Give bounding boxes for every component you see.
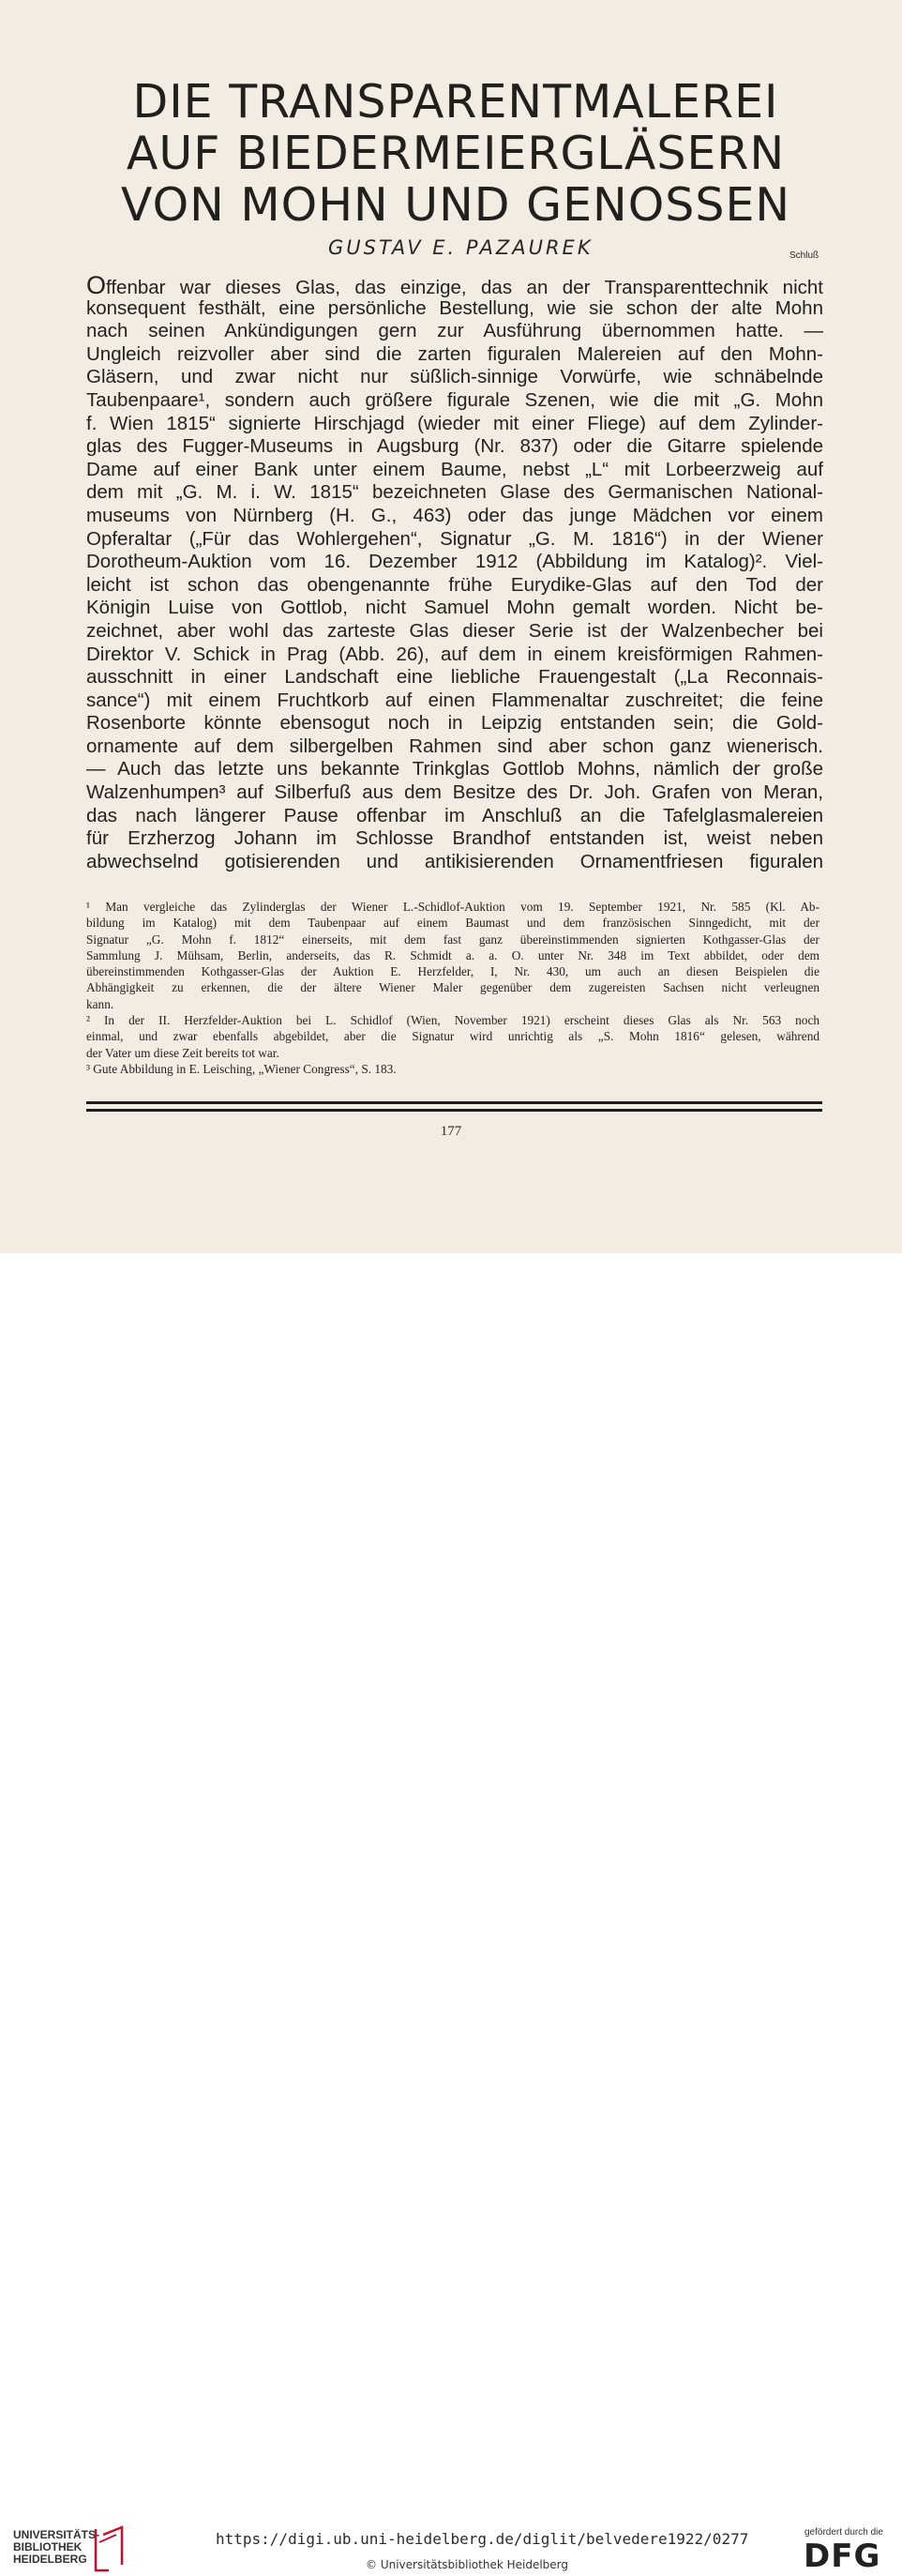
body-text-line: dem mit „G. M. i. W. 1815“ bezeichneten Glase des Germanischen National- bbox=[86, 481, 823, 504]
body-text-line: Opferaltar („Für das Wohlergehen“, Signatur „G. M. 1816“) in der Wiener bbox=[86, 527, 823, 550]
body-text-line: leicht ist schon das obengenannte frühe Eurydike-Glas auf den Tod der bbox=[86, 573, 823, 596]
body-text-line: Dorotheum-Auktion vom 16. Dezember 1912 (Abbildung im Katalog)². Viel- bbox=[86, 551, 823, 573]
page-number: 177 bbox=[440, 1124, 462, 1139]
footnote-line: ¹ Man vergleiche das Zylinderglas der Wiener L.-Schidlof-Auktion vom 19. September 1921, Nr. 585 (Kl. Ab- bbox=[86, 900, 819, 914]
divider-rule bbox=[86, 1101, 822, 1104]
footnote-line: ² In der II. Herzfelder-Auktion bei L. Schidlof (Wien, November 1921) erscheint dieses Glas als Nr. 563 noch bbox=[86, 1013, 819, 1028]
library-name-line: BIBLIOTHEK bbox=[13, 2540, 83, 2553]
funding-caption: gefördert durch die bbox=[804, 2527, 883, 2538]
body-text-line: Offenbar war dieses Glas, das einzige, das an der Transparenttechnik nicht bbox=[86, 271, 823, 299]
conclusion-note: Schluß bbox=[789, 250, 819, 261]
dfg-logo[interactable]: DFG bbox=[804, 2538, 881, 2575]
footnote-line: Abhängigkeit zu erkennen, die der ältere Wiener Maler gegenüber dem zugereisten Sachsen nicht verleugnen bbox=[86, 980, 819, 995]
body-text-line: glas des Fugger-Museums in Augsburg (Nr. 837) oder die Gitarre spielende bbox=[86, 435, 823, 458]
viewer-footer bbox=[0, 1253, 902, 2575]
body-text-line: konsequent festhält, eine persönliche Bestellung, wie sie schon der alte Mohn bbox=[86, 296, 823, 319]
body-text-line: abwechselnd gotisierenden und antikisierenden Ornamentfriesen figuralen bbox=[86, 850, 823, 872]
body-text-line: — Auch das letzte uns bekannte Trinkglas Gottlob Mohns, nämlich der große bbox=[86, 758, 823, 780]
body-text-line: das nach längerer Pause offenbar im Anschluß an die Tafelglasmalereien bbox=[86, 804, 823, 826]
footnote-line: Sammlung J. Mühsam, Berlin, anderseits, das R. Schmidt a. a. O. unter Nr. 348 im Text abbildet, oder dem bbox=[86, 947, 819, 962]
body-text-line: zeichnet, aber wohl das zarteste Glas dieser Serie ist der Walzenbecher bei bbox=[86, 619, 823, 642]
footnote-line: kann. bbox=[86, 996, 114, 1011]
footnote-line: der Vater um diese Zeit bereits tot war. bbox=[86, 1045, 279, 1060]
article-body bbox=[86, 271, 823, 873]
article-author: GUSTAV E. PAZAUREK bbox=[328, 236, 594, 259]
body-text-line: Taubenpaare¹, sondern auch größere figurale Szenen, wie die mit „G. Mohn bbox=[86, 388, 823, 411]
body-text-line: ausschnitt in einer Landschaft eine liebliche Frauengestalt („La Reconnais- bbox=[86, 666, 823, 689]
footnote-line: übereinstimmenden Kothgasser-Glas der Auktion E. Herzfelder, I, Nr. 430, um auch an diesen Beispielen die bbox=[86, 964, 819, 979]
footnote-line: bildung im Katalog) mit dem Taubenpaar auf einem Baumast und dem französischen Sinngedicht, mit der bbox=[86, 916, 819, 931]
body-text-line: sance“) mit einem Fruchtkorb auf einen Flammenaltar zuschreitet; die feine bbox=[86, 689, 823, 711]
footnote-line: einmal, und zwar ebenfalls abgebildet, aber die Signatur wird unrichtig als „S. Mohn 1816“ gelesen, während bbox=[86, 1029, 819, 1044]
footnote-line: ³ Gute Abbildung in E. Leisching, „Wiener Congress“, S. 183. bbox=[86, 1061, 397, 1076]
body-text-line: Königin Luise von Gottlob, nicht Samuel Mohn gemalt worden. Nicht be- bbox=[86, 597, 823, 619]
library-name-line: HEIDELBERG bbox=[13, 2553, 87, 2566]
body-text-line: Gläsern, und zwar nicht nur süßlich-sinnige Vorwürfe, wie schnäbelnde bbox=[86, 366, 823, 388]
divider-rule bbox=[86, 1109, 822, 1112]
article-title-line-2: AUF BIEDERMEIERGLÄSERN bbox=[126, 127, 786, 180]
article-title-line-1: DIE TRANSPARENTMALEREI bbox=[132, 75, 779, 129]
library-name-line: UNIVERSITÄTS- bbox=[13, 2528, 100, 2541]
body-text-line: Rosenborte könnte ebensogut noch in Leipzig entstanden sein; die Gold- bbox=[86, 712, 823, 735]
article-title-line-3: VON MOHN UND GENOSSEN bbox=[120, 178, 791, 232]
body-text-line: ornamente auf dem silbergelben Rahmen sind aber schon ganz wienerisch. bbox=[86, 735, 823, 757]
body-text-line: für Erzherzog Johann im Schlosse Brandhof entstanden ist, weist neben bbox=[86, 827, 823, 850]
copyright-notice: © Universitätsbibliothek Heidelberg bbox=[366, 2558, 569, 2571]
footnotes bbox=[86, 899, 819, 1077]
body-text-line: f. Wien 1815“ signierte Hirschjagd (wieder mit einer Fliege) auf dem Zylinder- bbox=[86, 412, 823, 434]
body-text-line: museums von Nürnberg (H. G., 463) oder das junge Mädchen vor einem bbox=[86, 504, 823, 526]
scanned-page bbox=[0, 0, 902, 1253]
body-text-line: Dame auf einer Bank unter einem Baume, nebst „L“ mit Lorbeerzweig auf bbox=[86, 458, 823, 480]
university-library-logo-icon[interactable] bbox=[90, 2523, 128, 2576]
body-text-line: Direktor V. Schick in Prag (Abb. 26), auf dem in einem kreisförmigen Rahmen- bbox=[86, 643, 823, 665]
footnote-line: Signatur „G. Mohn f. 1812“ einerseits, mit dem fast ganz übereinstimmenden signierten Kothgasser-Glas der bbox=[86, 932, 819, 947]
body-text-line: Walzenhumpen³ auf Silberfuß aus dem Besitze des Dr. Joh. Grafen von Meran, bbox=[86, 781, 823, 804]
permalink-url[interactable]: https://digi.ub.uni-heidelberg.de/diglit/belvedere1922/0277 bbox=[216, 2530, 749, 2548]
body-text-line: Ungleich reizvoller aber sind die zarten figuralen Malereien auf den Mohn- bbox=[86, 342, 823, 365]
library-name[interactable] bbox=[13, 2529, 99, 2566]
body-text-line: nach seinen Ankündigungen gern zur Ausführung übernommen hatte. — bbox=[86, 320, 823, 342]
